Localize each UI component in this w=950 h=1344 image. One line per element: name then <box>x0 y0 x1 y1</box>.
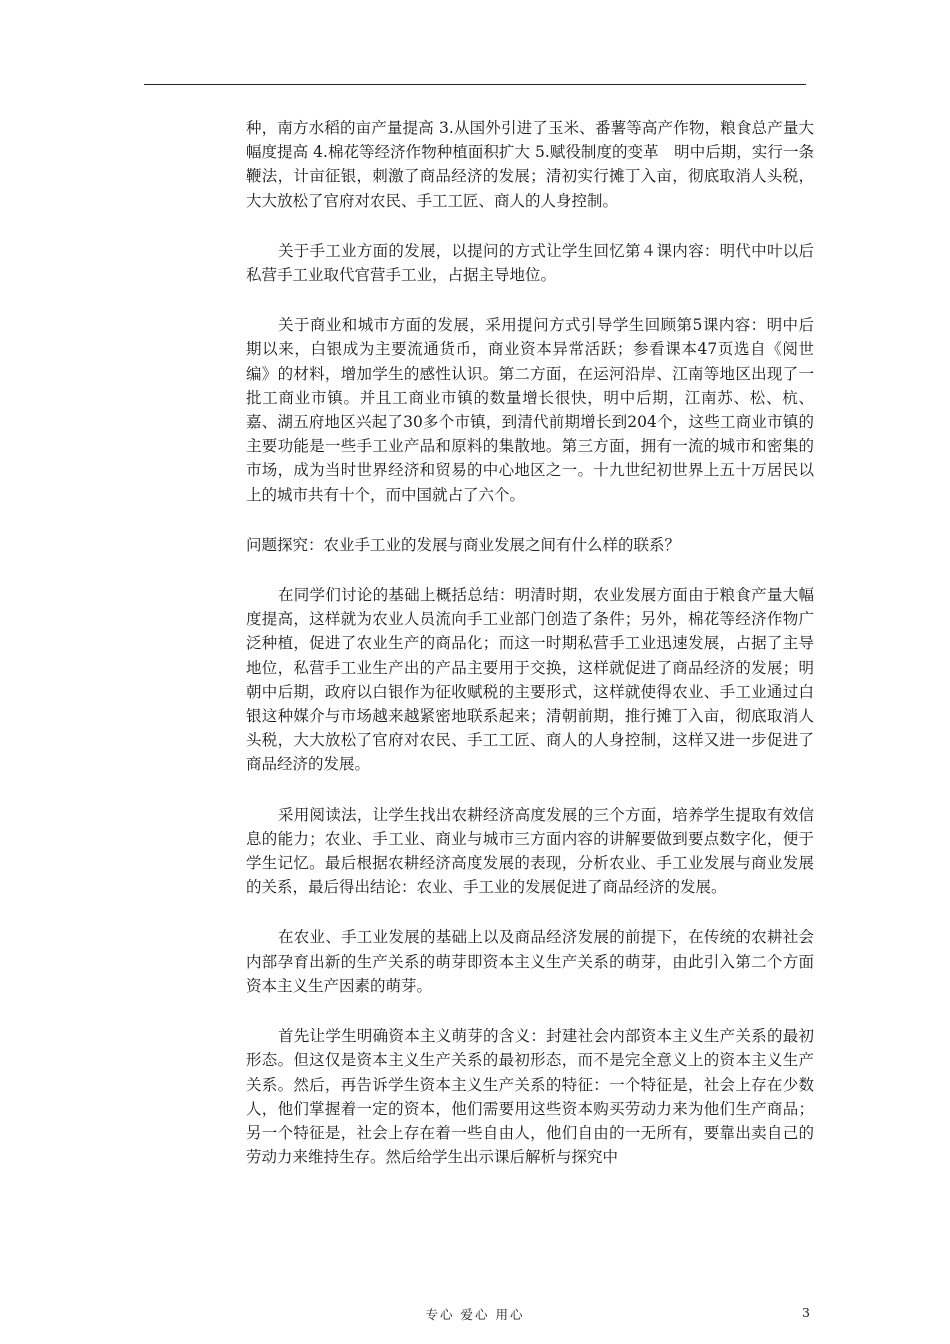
document-body <box>246 116 814 1195</box>
paragraph-agriculture-continued: 种，南方水稻的亩产量提高 3.从国外引进了玉米、番薯等高产作物，粮食总产量大幅度提高 4.棉花等经济作物种植面积扩大 5.赋役制度的变革 明中后期，实行一条鞭法，计亩征银，刺激了商品经济的发展；清初实行摊丁入亩，彻底取消人头税，大大放松了官府对农民、手工工匠、商人的人身控制。 <box>246 119 814 210</box>
paragraph-commerce-cities: 关于商业和城市方面的发展，采用提问方式引导学生回顾第5课内容：明中后期以来，白银成为主要流通货币，商业资本异常活跃；参看课本47页选自《阅世编》的材料，增加学生的感性认识。第二方面，在运河沿岸、江南等地区出现了一批工商业市镇。并且工商业市镇的数量增长很快，明中后期，江南苏、松、杭、嘉、湖五府地区兴起了30多个市镇，到清代前期增长到204个，这些工商业市镇的主要功能是一些手工业产品和原料的集散地。第三方面，拥有一流的城市和密集的市场，成为当时世界经济和贸易的中心地区之一。十九世纪初世界上五十万居民以上的城市共有十个，而中国就占了六个。 <box>246 316 814 504</box>
paragraph-handicraft: 关于手工业方面的发展，以提问的方式让学生回忆第４课内容：明代中叶以后私营手工业取代官营手工业，占据主导地位。 <box>246 241 814 285</box>
footer-motto: 专心 爱心 用心 <box>425 1307 525 1322</box>
page-number: 3 <box>802 1305 810 1320</box>
page-footer <box>0 1305 950 1325</box>
paragraph-capitalism-intro: 在农业、手工业发展的基础上以及商品经济发展的前提下，在传统的农耕社会内部孕育出新的生产关系的萌芽即资本主义生产关系的萌芽，由此引入第二个方面资本主义生产因素的萌芽。 <box>246 928 814 995</box>
header-rule <box>144 84 806 85</box>
paragraph-discussion-summary: 在同学们讨论的基础上概括总结：明清时期，农业发展方面由于粮食产量大幅度提高，这样就为农业人员流向手工业部门创造了条件；另外，棉花等经济作物广泛种植，促进了农业生产的商品化；而这一时期私营手工业迅速发展，占据了主导地位，私营手工业生产出的产品主要用于交换，这样就促进了商品经济的发展；明朝中后期，政府以白银作为征收赋税的主要形式，这样就使得农业、手工业通过白银这种媒介与市场越来越紧密地联系起来；清朝前期，推行摊丁入亩，彻底取消人头税，大大放松了官府对农民、手工工匠、商人的人身控制，这样又进一步促进了商品经济的发展。 <box>246 586 814 774</box>
paragraph-inquiry-question: 问题探究：农业手工业的发展与商业发展之间有什么样的联系？ <box>246 535 681 554</box>
paragraph-reading-method: 采用阅读法，让学生找出农耕经济高度发展的三个方面，培养学生提取有效信息的能力；农业、手工业、商业与城市三方面内容的讲解要做到要点数字化，便于学生记忆。最后根据农耕经济高度发展的表现，分析农业、手工业发展与商业发展的关系，最后得出结论：农业、手工业的发展促进了商品经济的发展。 <box>246 805 814 897</box>
paragraph-capitalism-definition: 首先让学生明确资本主义萌芽的含义：封建社会内部资本主义生产关系的最初形态。但这仅是资本主义生产关系的最初形态，而不是完全意义上的资本主义生产关系。然后，再告诉学生资本主义生产关系的特征：一个特征是，社会上存在少数人，他们掌握着一定的资本，他们需要用这些资本购买劳动力来为他们生产商品；另一个特征是，社会上存在着一些自由人，他们自由的一无所有，要靠出卖自己的劳动力来维持生存。然后给学生出示课后解析与探究中 <box>246 1027 814 1167</box>
